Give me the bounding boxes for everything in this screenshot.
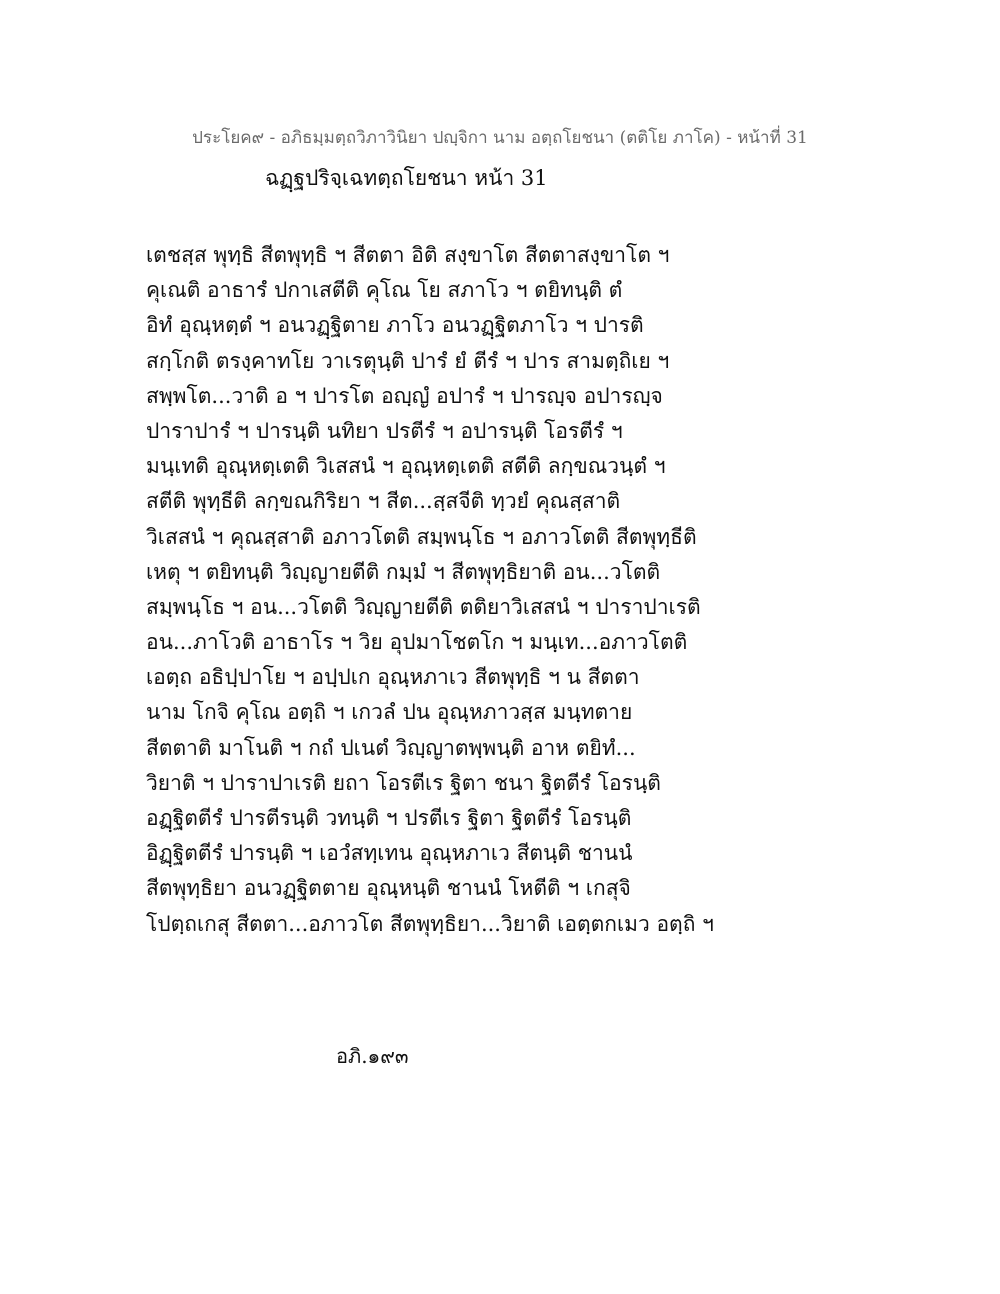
text-line: สกฺโกติ ตรงฺคาทโย วาเรตุนฺติ ปารํ ยํ ตีรํ ฯ ปาร สามตฺถิเย ฯ [146,348,670,373]
text-line: สีตตาติ มาโนติ ฯ กถํ ปเนตํ วิญฺญาตพฺพนฺติ อาห ตยิทํ... [146,735,636,760]
text-line: วิยาติ ฯ ปาราปาเรติ ยถา โอรตีเร ฐิตา ชนา ฐิตตีรํ โอรนฺติ [146,770,661,795]
text-line: โปตฺถเกสุ สีตตา...อภาวโต สีตพุทฺธิยา...วิยาติ เอตฺตกเมว อตฺถิ ฯ [146,911,714,936]
text-line: สตีติ พุทฺธีติ ลกฺขณกิริยา ฯ สีต...สฺสจีติ ทฺวยํ คุณสฺสาติ [146,489,621,514]
text-line: อน...ภาโวติ อาธาโร ฯ วิย อุปมาโชตโก ฯ มนฺเท...อภาวโตติ [146,630,688,655]
text-line: อิทํ อุณฺหตฺตํ ฯ อนวฏฺฐิตาย ภาโว อนวฏฺฐิตภาโว ฯ ปารติ [146,313,644,338]
text-line: คุเณติ อาธารํ ปกาเสตีติ คุโณ โย สภาโว ฯ ตยิทนฺติ ตํ [146,278,623,303]
text-line: สมฺพนฺโธ ฯ อน...วโตติ วิญฺญายตีติ ตติยาวิเสสนํ ฯ ปาราปาเรติ [146,594,701,619]
text-line: เตชสฺส พุทฺธิ สีตพุทฺธิ ฯ สีตตา อิติ สงฺขาโต สีตตาสงฺขาโต ฯ [146,243,670,267]
text-line: เอตฺถ อธิปฺปาโย ฯ อปฺปเก อุณฺหภาเว สีตพุทฺธิ ฯ น สีตตา [146,665,640,690]
page-reference: อภิ.๑๙๓ [336,1044,409,1068]
text-line: สพฺพโต...วาติ อ ฯ ปารโต อญฺญํ อปารํ ฯ ปารญฺจ อปารญฺจ [146,383,663,408]
text-line: มนฺเทติ อุณฺหตฺเตติ วิเสสนํ ฯ อุณฺหตฺเตติ สตีติ ลกฺขณวนฺตํ ฯ [146,454,666,479]
text-line: อฏฺฐิตตีรํ ปารตีรนฺติ วทนฺติ ฯ ปรตีเร ฐิตา ฐิตตีรํ โอรนฺติ [146,806,632,830]
section-title: ฉฏฺฐปริจฺเฉทตฺถโยชนา หน้า 31 [265,166,548,190]
text-line: เหตุ ฯ ตยิทนฺติ วิญฺญายตีติ กมฺมํ ฯ สีตพุทฺธิยาติ อน...วโตติ [146,559,661,584]
body-text [146,238,846,942]
text-line: อิฏฺฐิตตีรํ ปารนฺติ ฯ เอวํสทฺเทน อุณฺหภาเว สีตนฺติ ชานนํ [146,841,633,866]
text-line: วิเสสนํ ฯ คุณสฺสาติ อภาวโตติ สมฺพนฺโธ ฯ อภาวโตติ สีตพุทฺธีติ [146,524,697,549]
text-line: ปาราปารํ ฯ ปารนฺติ นทิยา ปรตีรํ ฯ อปารนฺติ โอรตีรํ ฯ [146,418,623,443]
text-line: นาม โกจิ คุโณ อตฺถิ ฯ เกวลํ ปน อุณฺหภาวสฺส มนฺทตาย [146,700,633,725]
text-line: สีตพุทฺธิยา อนวฏฺฐิตตาย อุณฺหนฺติ ชานนํ โหตีติ ฯ เกสุจิ [146,876,631,901]
running-header: ประโยค๙ - อภิธมฺมตฺถวิภาวินิยา ปญฺจิกา นาม อตฺถโยชนา (ตติโย ภาโค) - หน้าที่ 31 [192,128,808,148]
